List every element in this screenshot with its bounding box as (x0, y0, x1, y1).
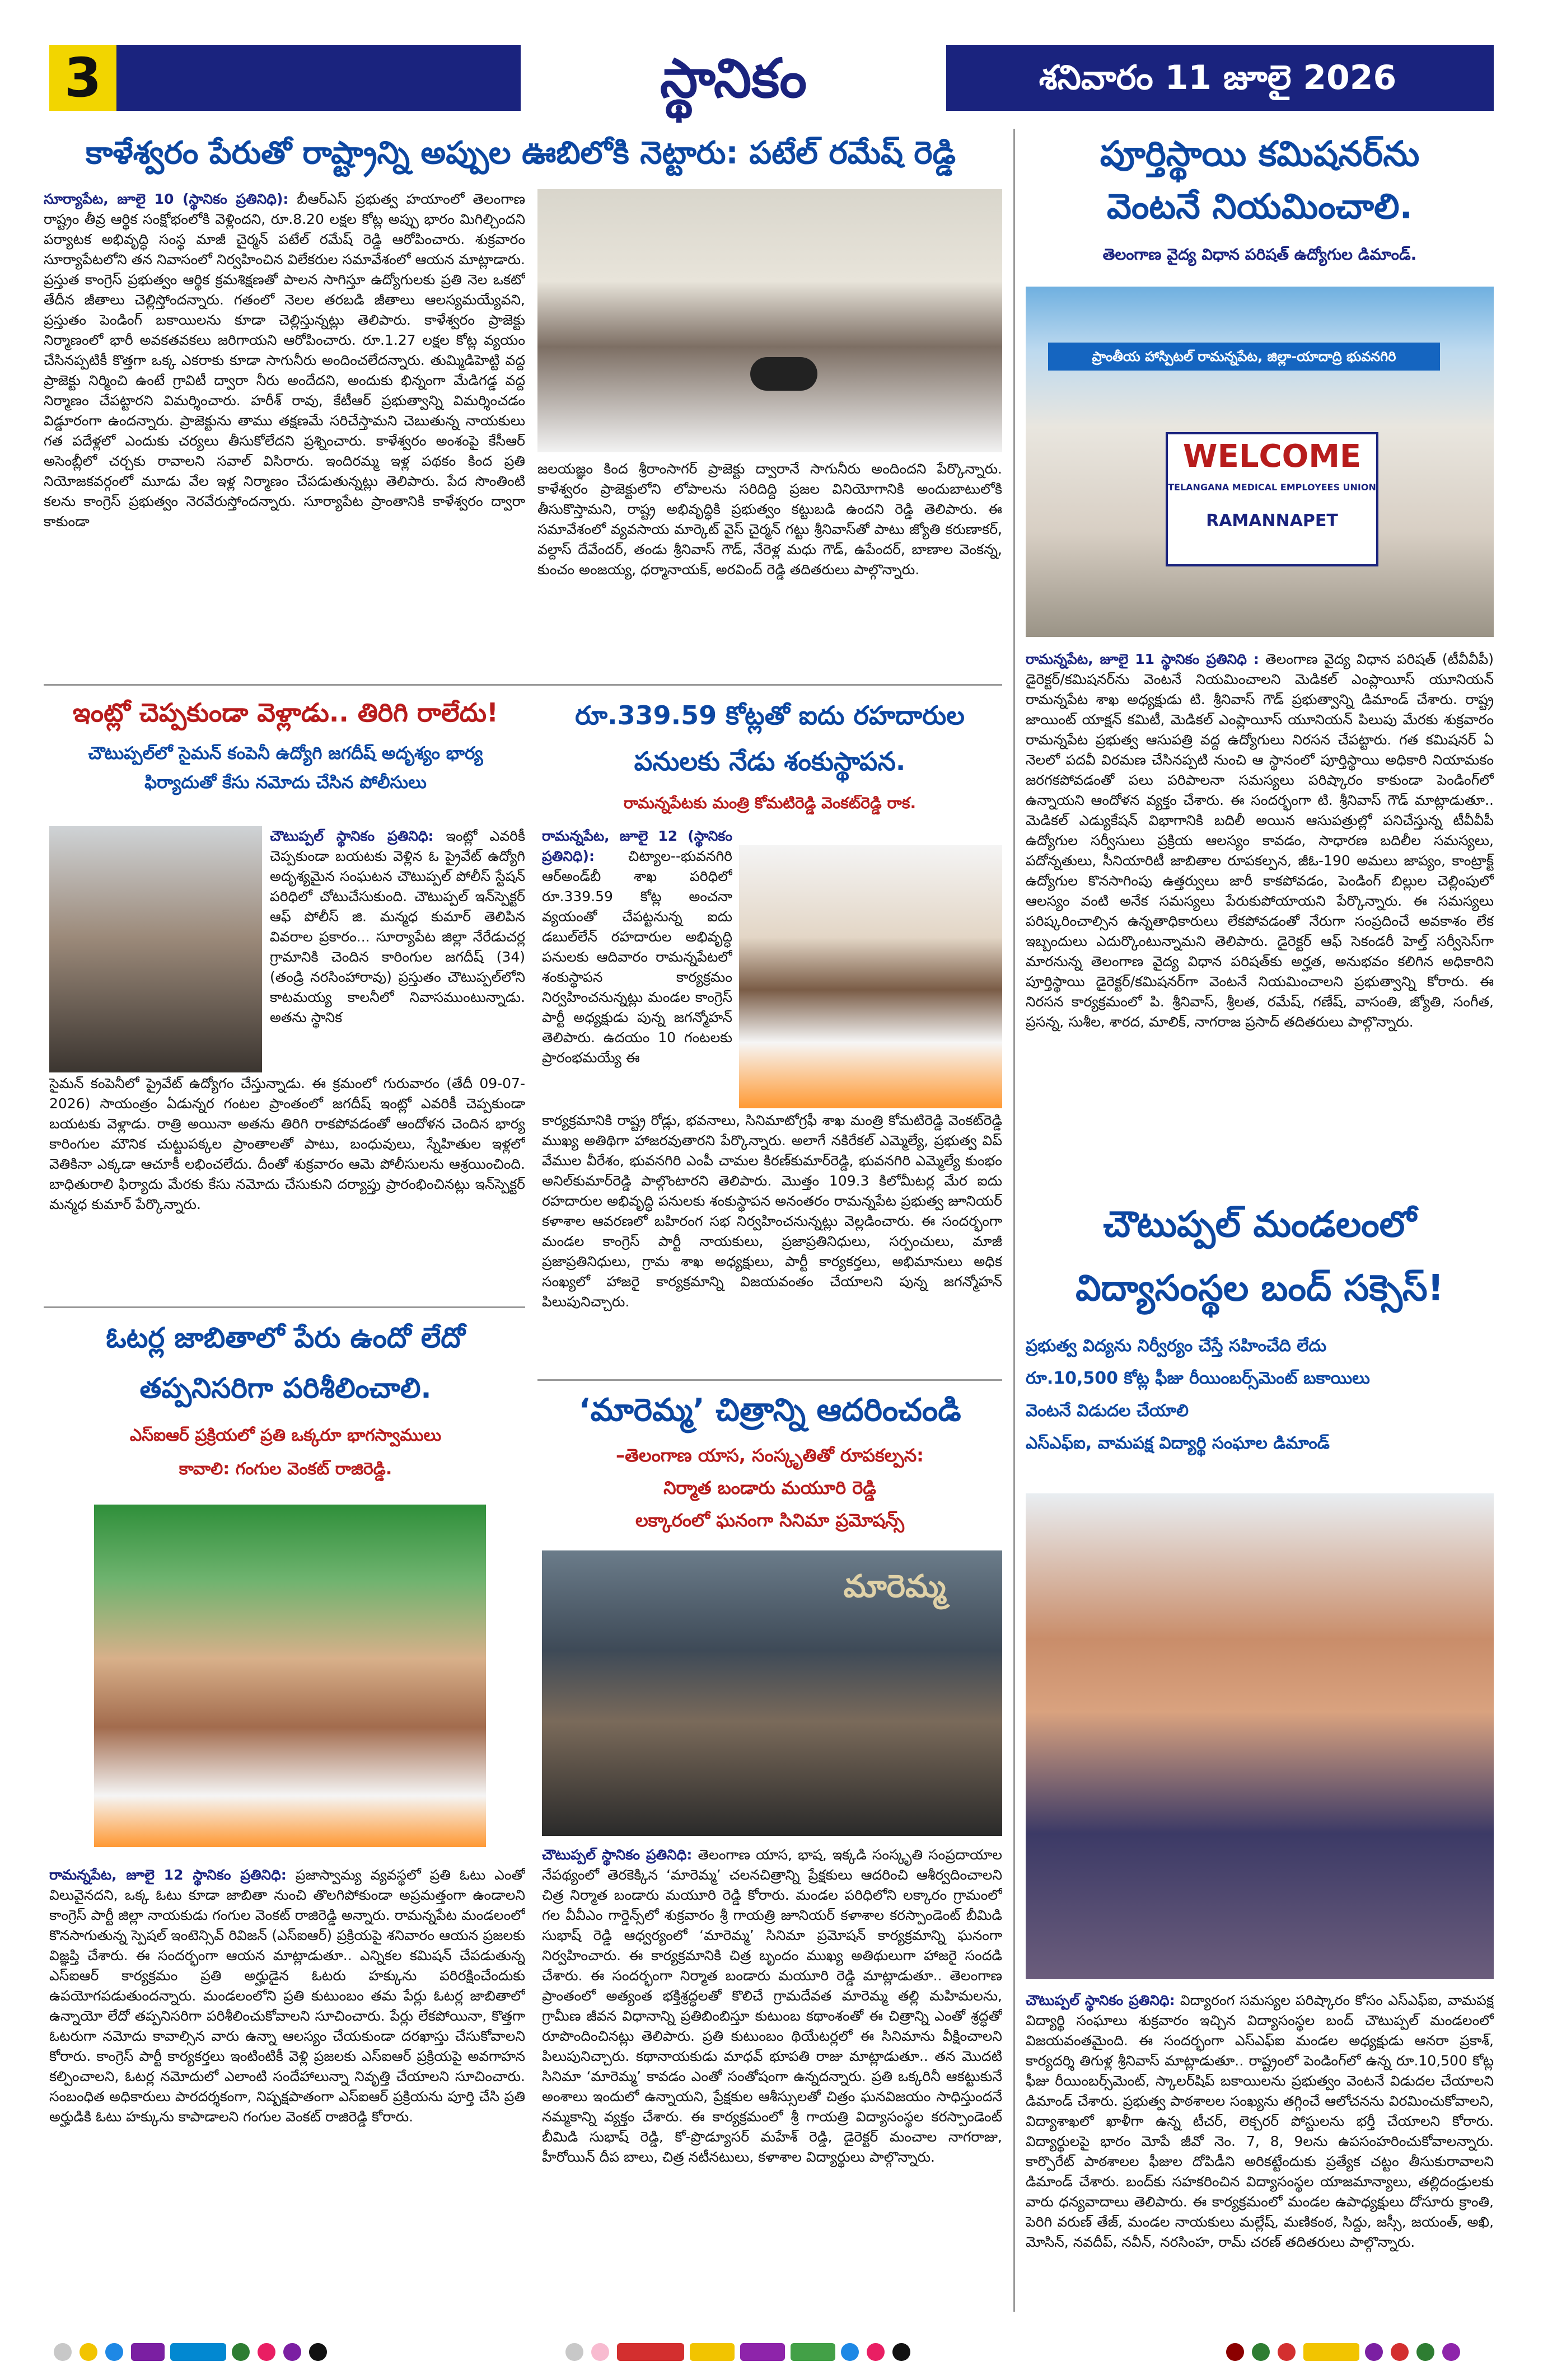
footer-bar (791, 2343, 835, 2361)
issue-date: శనివారం 11 జూలై 2026 (1039, 58, 1397, 97)
footer-dot (105, 2343, 123, 2361)
story5-body (1026, 1990, 1494, 2315)
footer-dot (892, 2343, 910, 2361)
story5-sub-1: ప్రభుత్వ విద్యను నిర్వీర్యం చేస్తే సహించేది లేదు (1026, 1336, 1327, 1356)
story3-dateline: చౌటుప్పల్ స్థానికం ప్రతినిధి: (270, 828, 434, 844)
welcome-text: WELCOME (1182, 438, 1362, 475)
page-number: 3 (64, 46, 102, 109)
story7-divider (537, 1379, 1002, 1381)
story7-headline: ‘మారెమ్మ’ చిత్రాన్ని ఆదరించండి (578, 1392, 961, 1428)
story2-subhead: తెలంగాణ వైద్య విధాన పరిషత్ ఉద్యోగుల డిమాండ్. (1102, 245, 1417, 264)
footer-dot (591, 2343, 609, 2361)
story4-text-top: చిట్యాల--భువనగిరి ఆర్అండ్‌బీ శాఖ పరిధిలో రూ.339.59 కోట్ల అంచనా వ్యయంతో చేపట్టనున్న ఐదు డబుల్‌లేన్ రహదారుల అభివృద్ధి పనులకు ఆదివారం రామన్నపేటలో శంకుస్థాపన కార్యక్రమం నిర్వహించనున్నట్లు మండల కాంగ్రెస్ పార్టీ అధ్యక్షుడు పున్న జగన్మోహన్ తెలిపారు. ఉదయం 10 గంటలకు ప్రారంభమయ్యే ఈ (542, 848, 732, 1066)
story4-dateline: రామన్నపేట, జూలై 12 (స్థానికం ప్రతినిధి): (542, 828, 732, 864)
story2-hospital-photo (1026, 287, 1494, 637)
story1-press-meet-photo (537, 189, 1002, 452)
footer-dot (1391, 2343, 1409, 2361)
story2-body (1026, 649, 1494, 1209)
footer-bar (1303, 2343, 1359, 2361)
footer-dot (565, 2343, 583, 2361)
story6-dateline: రామన్నపేట, జూలై 12 స్థానికం ప్రతినిధి: (49, 1867, 287, 1883)
story5-text: విద్యారంగ సమస్యల పరిష్కారం కోసం ఎస్ఎఫ్ఐ, వామపక్ష విద్యార్థి సంఘాలు శుక్రవారం ఇచ్చిన విద్యాసంస్థల బంద్ చౌటుప్పల్ మండలంలో విజయవంతమైంది. ఈ సందర్భంగా ఎస్ఎఫ్ఐ మండల అధ్యక్షుడు ఆనరా ప్రకాశ్, కార్యదర్శి తిగుళ్ల శ్రీనివాస్ మాట్లాడుతూ.. రాష్ట్రంలో పెండింగ్‌లో ఉన్న రూ.10,500 కోట్ల ఫీజు రీయింబర్స్‌మెంట్, స్కాలర్‌షిప్ బకాయిలను ప్రభుత్వం వెంటనే విడుదల చేయాలని డిమాండ్ చేశారు. ప్రభుత్వ పాఠశాలల సంఖ్యను తగ్గించే ఆలోచనను విరమించుకోవాలని, విద్యాశాఖలో ఖాళీగా ఉన్న టీచర్, లెక్చరర్ పోస్టులను భర్తీ చేయాలని కోరారు. విద్యార్థులపై భారం మోపే జీవో నెం. 7, 8, 9లను ఉపసంహరించుకోవాలన్నారు. కార్పొరేట్ పాఠశాలల ఫీజుల దోపిడీని అరికట్టేందుకు ప్రత్యేక చట్టం తీసుకురావాలని డిమాండ్ చేశారు. బంద్‌కు సహకరించిన విద్యాసంస్థల యాజమాన్యాలు, తల్లిదండ్రులకు వారు ధన్యవాదాలు తెలిపారు. ఈ కార్యక్రమంలో మండల ఉపాధ్యక్షులు దోసూరు క్రాంతి, పెరిగి వరుణ్ తేజ్, మండల నాయకులు మల్లేష్, మణికంఠ, సిద్దు, జస్సీ, జయంత్, అఖి, మోసిన్, నవదీప్, నవీన్, నరసింహ, రామ్ చరణ్ తదితరులు పాల్గొన్నారు. (1026, 1992, 1494, 2250)
footer-dot (867, 2343, 885, 2361)
footer-dot (309, 2343, 327, 2361)
story6-body (49, 1865, 525, 2313)
column-divider (1013, 129, 1015, 2312)
story3-subhead: చౌటుప్పల్‌లో సైమన్ కంపెనీ ఉద్యోగి జగదీష్ అదృశ్యం భార్య ఫిర్యాదుతో కేసు నమోదు చేసిన పోలీసులు (88, 743, 483, 793)
paper-title: స్థానికం (521, 39, 946, 118)
story4-body-top (542, 826, 732, 1108)
story7-body (542, 1845, 1002, 2315)
story6-headline-line2: తప్పనిసరిగా పరిశీలించాలి. (139, 1372, 432, 1404)
story4-minister-photo (739, 845, 1002, 1108)
story1-text-left: బీఆర్ఎస్ ప్రభుత్వ హయాంలో తెలంగాణ రాష్ట్రం తీవ్ర ఆర్థిక సంక్షోభంలోకి వెళ్లిందని, రూ.8.20 లక్షల కోట్ల అప్పు భారం మిగిల్చిందని పర్యాటక అభివృద్ధి సంస్థ మాజీ చైర్మన్ పటేల్ రమేష్ రెడ్డి ఆరోపించారు. శుక్రవారం సూర్యాపేటలోని తన నివాసంలో నిర్వహించిన విలేకరుల సమావేశంలో ఆయన మాట్లాడారు. ప్రస్తుత కాంగ్రెస్ ప్రభుత్వం ఆర్థిక క్రమశిక్షణతో పాలన సాగిస్తూ ఉద్యోగులకు ప్రతి నెల ఒకటో తేదీన జీతాలు చెల్లిస్తోందన్నారు. గతంలో నెలల తరబడి జీతాలు ఆలస్యమయ్యేవని, ప్రస్తుతం పెండింగ్ బకాయిలను కూడా చెల్లిస్తున్నట్లు తెలిపారు. కాళేశ్వరం ప్రాజెక్టు నిర్మాణంలో భారీ అవకతవకలు జరిగాయని ఆరోపించారు. రూ.1.27 లక్షల కోట్ల వ్యయం చేసినప్పటికీ కొత్తగా ఒక్క ఎకరాకు కూడా సాగునీరు అందించలేదన్నారు. తుమ్మిడిహెట్టి వద్ద ప్రాజెక్టు నిర్మించి ఉంటే గ్రావిటీ ద్వారా నీరు అందేదని, అందుకు భిన్నంగా మేడిగడ్డ వద్ద నిర్మాణం చేపట్టారని విమర్శించారు. హరీశ్ రావు, కేటీఆర్ ప్రభుత్వాన్ని విమర్శించడం విడ్డూరంగా ఉందన్నారు. ప్రాజెక్టును తాము తక్షణమే సరిచేస్తామని చెబుతున్న నాయకులు గత పదేళ్లలో ఎందుకు చర్యలు తీసుకోలేదని ప్రశ్నించారు. కాళేశ్వరం అంశంపై కేసీఆర్ అసెంబ్లీలో చర్చకు రావాలని సవాల్ విసిరారు. ఇందిరమ్మ ఇళ్ల పథకం కింద ప్రతి నియోజకవర్గంలో మూడు వేల ఇళ్ల నిర్మాణం చేపడుతున్నట్లు తెలిపారు. పేద సొంతింటి కలను కాంగ్రెస్ ప్రభుత్వం నెరవేరుస్తోందన్నారు. సూర్యాపేట ప్రాంతానికి కాళేశ్వరం ద్వారా కాకుండా (44, 191, 525, 530)
movie-poster-title: మారెమ్మ (843, 1568, 946, 1605)
story3-body-bottom: సైమన్ కంపెనీలో ప్రైవేట్ ఉద్యోగం చేస్తున్నాడు. ఈ క్రమంలో గురువారం (తేదీ 09-07-2026) సాయంత్రం ఏడున్నర గంటల ప్రాంతంలో జగదీష్ ఇంట్లో ఎవరికీ చెప్పకుండా బయటకు వెళ్లాడు. రాత్రి అయినా అతను తిరిగి రాకపోవడంతో ఆందోళన చెందిన భార్య కారింగుల మౌనిక చుట్టుపక్కల ప్రాంతాలతో పాటు, బంధువులు, స్నేహితుల ఇళ్లలో వెతికినా ఎక్కడా ఆచూకీ లభించలేదు. దీంతో శుక్రవారం ఆమె పోలీసులను ఆశ్రయించింది. బాధితురాలి ఫిర్యాదు మేరకు కేసు నమోదు చేసుకుని దర్యాప్తు ప్రారంభించినట్లు ఇన్‌స్పెక్టర్ మన్మధ కుమార్ పేర్కొన్నారు. (49, 1075, 525, 1212)
welcome-union-text: TELANGANA MEDICAL EMPLOYEES UNION (1168, 482, 1376, 493)
footer-dot (1365, 2343, 1383, 2361)
story6-subhead-2: కావాలి: గంగుల వెంకట్ రాజిరెడ్డి. (179, 1459, 392, 1479)
footer-bar (131, 2343, 165, 2361)
story7-text: తెలంగాణ యాస, భాష, ఇక్కడి సంస్కృతి సంప్రదాయాల నేపథ్యంలో తెరకెక్కిన ‘మారెమ్మ’ చలనచిత్రాన్ని ప్రేక్షకులు ఆదరించి ఆశీర్వదించాలని చిత్ర నిర్మాత బండారు మయూరి రెడ్డి కోరారు. మండల పరిధిలోని లక్కారం గ్రామంలో గల వీవీఎం గార్డెన్స్‌లో శుక్రవారం శ్రీ గాయత్రి జూనియర్ కళాశాల కరస్పాండెంట్ బీమిడి సుభాష్ రెడ్డి ఆధ్వర్యంలో ‘మారెమ్మ’ సినిమా ప్రమోషన్ కార్యక్రమాన్ని ఘనంగా నిర్వహించారు. ఈ కార్యక్రమానికి చిత్ర బృందం ముఖ్య అతిథులుగా హాజరై సందడి చేశారు. ఈ సందర్భంగా నిర్మాత బండారు మయూరి రెడ్డి మాట్లాడుతూ.. తెలంగాణ ప్రాంతంలో అత్యంత భక్తిశ్రద్ధలతో కొలిచే గ్రామదేవత మారెమ్మ తల్లి మహిమలను, గ్రామీణ జీవన విధానాన్ని ప్రతిబింబిస్తూ కుటుంబ కథాంశంతో ఈ చిత్రాన్ని ఎంతో శ్రద్ధతో రూపొందించినట్లు తెలిపారు. ప్రతి కుటుంబం థియేటర్లలో ఈ సినిమాను వీక్షించాలని పిలుపునిచ్చారు. కథానాయకుడు మాధవ్ భూపతి రాజు మాట్లాడుతూ.. తన మొదటి సినిమా ‘మారెమ్మ’ కావడం ఎంతో సంతోషంగా ఉన్నదన్నారు. ప్రతి ఒక్కరినీ ఆకట్టుకునే అంశాలు ఇందులో ఉన్నాయని, ప్రేక్షకుల ఆశీస్సులతో చిత్రం ఘనవిజయం సాధిస్తుందనే నమ్మకాన్ని వ్యక్తం చేశారు. ఈ కార్యక్రమంలో శ్రీ గాయత్రి విద్యాసంస్థల కరస్పాండెంట్ బీమిడి సుభాష్ రెడ్డి, కో-ప్రొడ్యూసర్ మహేశ్ రెడ్డి, డైరెక్టర్ మంచాల నాగరాజు, హీరోయిన్ దీప బాలు, చిత్ర నటీనటులు, కళాశాల విద్యార్థులు పాల్గొన్నారు. (542, 1847, 1002, 2165)
footer-dot (258, 2343, 275, 2361)
hospital-banner: ప్రాంతీయ హాస్పిటల్ రామన్నపేట, జిల్లా-యాదాద్రి భువనగిరి (1048, 343, 1440, 371)
footer-dot (283, 2343, 301, 2361)
story7-sub-3: లక్కారంలో ఘనంగా సినిమా ప్రమోషన్స్ (635, 1510, 905, 1531)
story1-body-left (44, 189, 525, 693)
story6-headline-line1: ఓటర్ల జాబితాలో పేరు ఉందో లేదో (106, 1322, 465, 1354)
story5-sub-4: ఎస్ఎఫ్ఐ, వామపక్ష విద్యార్థి సంఘాల డిమాండ్ (1026, 1433, 1330, 1453)
footer-dot (1278, 2343, 1296, 2361)
story7-sub-2: నిర్మాత బండారు మయూరి రెడ్డి (663, 1477, 876, 1498)
story1-body-right: జలయజ్ఞం కింద శ్రీరాంసాగర్ ప్రాజెక్టు ద్వారానే సాగునీరు అందిందని పేర్కొన్నారు. కాళేశ్వరం ప్రాజెక్టులోని లోపాలను సరిదిద్ది ప్రజల వినియోగానికి అందుబాటులోకి తీసుకొస్తామని, రాష్ట్ర అభివృద్ధికి ప్రభుత్వం కట్టుబడి ఉందని రెడ్డి తెలిపారు. ఈ సమావేశంలో వ్యవసాయ మార్కెట్ వైస్ చైర్మన్ గట్టు శ్రీనివాస్‌తో పాటు జ్యోతి కరుణాకర్, వల్దాస్ దేవేందర్, తండు శ్రీనివాస్ గౌడ్, నేరెళ్ల మధు గౌడ్, ఉపేందర్, బాణాల వెంకన్న, కుంచం అంజయ్య, ధర్మానాయక్, అరవింద్ రెడ్డి తదితరులు పాల్గొన్నారు. (537, 461, 1002, 578)
story6-leader-photo (94, 1505, 486, 1847)
story4-headline-line1: రూ.339.59 కోట్లతో ఐదు రహదారుల (575, 700, 965, 730)
story1-headline: కాళేశ్వరం పేరుతో రాష్ట్రాన్ని అప్పుల ఊబిలోకి నెట్టారు: పటేల్ రమేష్ రెడ్డి (85, 135, 956, 171)
story6-text: ప్రజాస్వామ్య వ్యవస్థలో ప్రతి ఓటు ఎంతో విలువైనదని, ఒక్క ఓటు కూడా జాబితా నుంచి తొలగిపోకుండా అప్రమత్తంగా ఉండాలని కాంగ్రెస్ పార్టీ జిల్లా నాయకుడు గంగుల వెంకట్ రాజిరెడ్డి అన్నారు. రామన్నపేట మండలంలో కొనసాగుతున్న స్పెషల్ ఇంటెన్సివ్ రివిజన్ (ఎస్ఐఆర్) ప్రక్రియపై శనివారం ఆయన ప్రజలకు విజ్ఞప్తి చేశారు. ఈ సందర్భంగా ఆయన మాట్లాడుతూ.. ఎన్నికల కమిషన్ చేపడుతున్న ఎస్ఐఆర్ కార్యక్రమం ప్రతి అర్హుడైన ఓటరు హక్కును పరిరక్షించేందుకు ఉపయోగపడుతుందన్నారు. మండలంలోని ప్రతి కుటుంబం తమ పేర్లు ఓటర్ల జాబితాలో ఉన్నాయో లేదో తప్పనిసరిగా పరిశీలించుకోవాలని సూచించారు. పేర్లు లేకపోయినా, కొత్తగా ఓటరుగా నమోదు కావాల్సిన వారు ఉన్నా ఆలస్యం చేయకుండా దరఖాస్తు చేసుకోవాలని కోరారు. కాంగ్రెస్ పార్టీ కార్యకర్తలు ఇంటింటికీ వెళ్లి ప్రజలకు ఎస్ఐఆర్ ప్రక్రియపై అవగాహన కల్పించాలని, ఓటర్ల నమోదులో ఎలాంటి సందేహాలున్నా నివృత్తి చేయాలని సూచించారు. సంబంధిత అధికారులు పారదర్శకంగా, నిష్పక్షపాతంగా ఎస్ఐఆర్ ప్రక్రియను పూర్తి చేసి ప్రతి అర్హుడికి ఓటు హక్కును కాపాడాలని గంగుల వెంకట్ రాజిరెడ్డి కోరారు. (49, 1867, 525, 2125)
footer-dot (841, 2343, 859, 2361)
story5-sub-2: రూ.10,500 కోట్ల ఫీజు రీయింబర్స్‌మెంట్ బకాయిలు (1026, 1369, 1370, 1388)
story5-headline-line1: చౌటుప్పల్ మండలంలో (1103, 1204, 1416, 1245)
story7-dateline: చౌటుప్పల్ స్థానికం ప్రతినిధి: (542, 1847, 693, 1863)
story5-subheads (1026, 1330, 1494, 1475)
footer-dot (1252, 2343, 1270, 2361)
story2-headline-line2: వెంటనే నియమించాలి. (1106, 186, 1413, 227)
story3-headline: ఇంట్లో చెప్పకుండా వెళ్లాడు.. తిరిగి రాలేదు! (73, 697, 498, 728)
footer-dot (1416, 2343, 1434, 2361)
story5-headline-line2: విద్యాసంస్థల బంద్ సక్సెస్! (1076, 1268, 1444, 1309)
story2-headline-line1: పూర్తిస్థాయి కమిషనర్‌ను (1100, 133, 1420, 174)
story5-sub-3: వెంటనే విడుదల చేయాలి (1026, 1401, 1189, 1421)
story2-text: తెలంగాణ వైద్య విధాన పరిషత్ (టీవీవీపీ) డైరెక్టర్/కమిషనర్‌ను వెంటనే నియమించాలని మెడికల్ ఎంప్లాయీస్ యూనియన్ రామన్నపేట శాఖ అధ్యక్షుడు టి. శ్రీనివాస్ గౌడ్ ప్రభుత్వాన్ని డిమాండ్ చేశారు. రాష్ట్ర జాయింట్ యాక్షన్ కమిటీ, మెడికల్ ఎంప్లాయీస్ యూనియన్ పిలుపు మేరకు శుక్రవారం రామన్నపేట ప్రభుత్వ ఆసుపత్రి వద్ద ఉద్యోగులు నిరసన చేపట్టారు. గత కమిషనర్ ఏ నెలలో పదవీ విరమణ చేసినప్పటి నుంచి ఆ స్థానంలో పూర్తిస్థాయి అధికారి నియామకం జరగకపోవడంతో పలు పరిపాలనా సమస్యలు పరిష్కారం కాకుండా పెండింగ్‌లో ఉన్నాయని ఆందోళన వ్యక్తం చేశారు. ఈ సందర్భంగా టి. శ్రీనివాస్ గౌడ్ మాట్లాడుతూ.. మెడికల్ ఎడ్యుకేషన్ విభాగానికి బదిలీ అయిన ఆసుపత్రుల్లో పనిచేస్తున్న టీవీవీపీ ఉద్యోగుల సర్వీసులు ప్రక్రియ ఆలస్యం కావడం, సాధారణ బదిలీల సమస్యలు, పదోన్నతులు, సీనియారిటీ జాబితాల రూపకల్పన, జీఓ-190 అమలు జాప్యం, కాంట్రాక్ట్ ఉద్యోగుల కొనసాగింపు ఉత్తర్వులు జారీ కాకపోవడం, పెండింగ్ బిల్లుల చెల్లింపులో ఆలస్యం వంటి అనేక సమస్యలు పేరుకుపోయాయని పేర్కొన్నారు. ఈ సమస్యలు పరిష్కరించాల్సిన ఉన్నతాధికారులు లేకపోవడంతో నేరుగా సంప్రదించే అవకాశం లేక ఇబ్బందులు ఎదుర్కొంటున్నామని తెలిపారు. డైరెక్టర్ ఆఫ్ సెకండరీ హెల్త్ సర్వీసెస్‌గా మారనున్న తెలంగాణ వైద్య విధాన పరిషత్‌కు అర్హత, అనుభవం కలిగిన అధికారిని పూర్తిస్థాయి డైరెక్టర్/కమిషనర్‌గా వెంటనే నియమించాలని ప్రభుత్వాన్ని కోరారు. ఈ నిరసన కార్యక్రమంలో పి. శ్రీనివాస్, శ్రీలత, రమేష్, గణేష్, వాసంతి, జ్యోతి, సంగీత, ప్రసన్న, సుశీల, శారద, మాలిక్, నాగరాజ ప్రసాద్ తదితరులు పాల్గొన్నారు. (1026, 651, 1494, 1030)
story5-dateline: చౌటుప్పల్ స్థానికం ప్రతినిధి: (1026, 1992, 1175, 2008)
footer-bar (740, 2343, 785, 2361)
footer-bar (690, 2343, 735, 2361)
welcome-banner (1166, 432, 1378, 566)
welcome-place-text: RAMANNAPET (1206, 511, 1338, 531)
story6-subhead-1: ఎస్ఐఆర్ ప్రక్రియలో ప్రతి ఒక్కరూ భాగస్వాములు (129, 1426, 442, 1445)
story4-headline-line2: పనులకు నేడు శంకుస్థాపన. (634, 746, 906, 776)
row-divider (44, 684, 1002, 686)
footer-dot (80, 2343, 97, 2361)
footer-dot (1226, 2343, 1244, 2361)
story3-text-top: ఇంట్లో ఎవరికీ చెప్పకుండా బయటకు వెళ్లిన ఓ ప్రైవేట్ ఉద్యోగి అదృశ్యమైన సంఘటన చౌటుప్పల్ పోలీస్ స్టేషన్ పరిధిలో చోటుచేసుకుంది. చౌటుప్పల్ ఇన్‌స్పెక్టర్ ఆఫ్ పోలీస్ జి. మన్మధ కుమార్ తెలిపిన వివరాల ప్రకారం... సూర్యాపేట జిల్లా నేరేడుచర్ల గ్రామానికి చెందిన కారింగుల జగదీష్ (34) (తండ్రి నరసింహారావు) ప్రస్తుతం చౌటుప్పల్‌లోని కాటమయ్య కాలనీలో నివాసముంటున్నాడు. అతను స్థానిక (270, 828, 525, 1025)
story2-dateline: రామన్నపేట, జూలై 11 స్థానికం ప్రతినిధి : (1026, 651, 1259, 667)
story4-body-bottom: కార్యక్రమానికి రాష్ట్ర రోడ్లు, భవనాలు, సినిమాటోగ్రఫీ శాఖ మంత్రి కోమటిరెడ్డి వెంకట్‌రెడ్డి ముఖ్య అతిథిగా హాజరవుతారని పేర్కొన్నారు. అలాగే నకిరేకల్ ఎమ్మెల్యే, ప్రభుత్వ విప్ వేముల వీరేశం, భువనగిరి ఎంపీ చామల కిరణ్‌కుమార్‌రెడ్డి, భువనగిరి ఎమ్మెల్యే కుంభం అనిల్‌కుమార్‌రెడ్డి పాల్గొంటారని తెలిపారు. మొత్తం 109.3 కిలోమీటర్ల మేర ఐదు రహదారుల అభివృద్ధి పనులకు శంకుస్థాపన అనంతరం రామన్నపేట ప్రభుత్వ జూనియర్ కళాశాల ఆవరణలో బహిరంగ సభ నిర్వహించనున్నట్లు వెల్లడించారు. ఈ సందర్భంగా మండల కాంగ్రెస్ పార్టీ నాయకులు, ప్రజాప్రతినిధులు, సర్పంచులు, మాజీ ప్రజాప్రతినిధులు, గ్రామ శాఖ అధ్యక్షులు, పార్టీ కార్యకర్తలు, అభిమానులు అధిక సంఖ్యలో హాజరై కార్యక్రమాన్ని విజయవంతం చేయాలని పున్న జగన్మోహన్ పిలుపునిచ్చారు. (542, 1112, 1002, 1310)
footer-bar (170, 2343, 226, 2361)
story4-subhead: రామన్నపేటకు మంత్రి కోమటిరెడ్డి వెంకట్‌రెడ్డి రాక. (623, 794, 917, 812)
footer-dot (232, 2343, 250, 2361)
footer-dot (1442, 2343, 1460, 2361)
story6-divider (44, 1306, 525, 1308)
microphones-icon (750, 357, 817, 391)
story5-students-photo (1026, 1493, 1494, 1979)
story1-dateline: సూర్యాపేట, జూలై 10 (స్థానికం ప్రతినిధి): (44, 191, 289, 207)
footer-bar (617, 2343, 684, 2361)
story7-sub-1: –తెలంగాణ యాస, సంస్కృతితో రూపకల్పన: (616, 1445, 924, 1466)
story7-promotion-photo (542, 1550, 1002, 1836)
story3-body-top (270, 826, 525, 1068)
story3-portrait-photo (49, 826, 262, 1072)
footer-dot (54, 2343, 72, 2361)
